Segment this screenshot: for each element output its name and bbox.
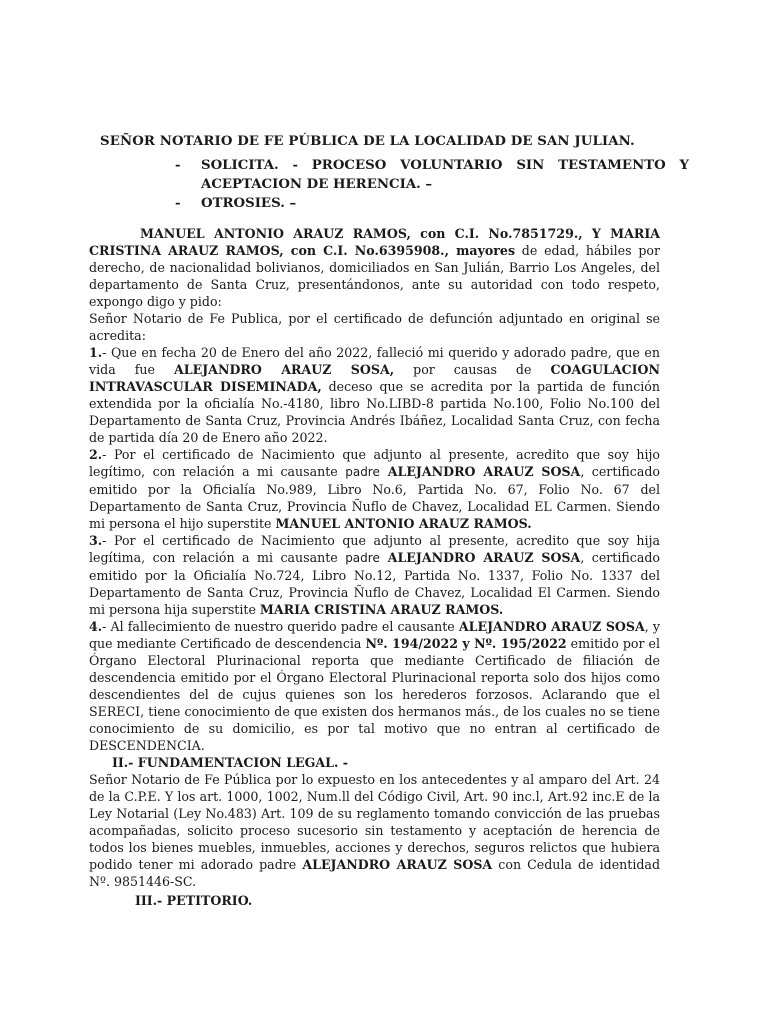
paragraph-text: - Por el certificado de Nacimiento que adjunto al presente, acredito que soy hija legítima, con relación a mi causante — [89, 533, 660, 565]
bullet-text: SOLICITA. - PROCESO VOLUNTARIO SIN TESTAMENTO Y ACEPTACION DE HERENCIA. – — [201, 158, 689, 192]
paragraph-number: 1. — [89, 345, 103, 360]
bullet-dash: - — [175, 158, 181, 173]
paragraph-3 — [89, 532, 660, 618]
paragraph-text: , certificado emitido por la Oficialía No.724, Libro No.12, Partida No. 1337, Folio No. 1337 del Departamento de Santa Cruz, Provincia Ñuflo de Chavez, Localidad El Carmen. Siendo mi persona hija superstite — [89, 550, 661, 617]
paragraph-text: padre — [345, 551, 380, 565]
deceased-name: ALEJANDRO ARAUZ SOSA — [302, 857, 493, 872]
paragraph-text: padre — [345, 465, 380, 479]
paragraph-number: 4. — [89, 619, 103, 634]
paragraph-text: Señor Notario de Fe Pública por lo expuesto en los antecedentes y al amparo del Art. 24 de la C.P.E. Y los art. 1000, 1002, Num.ll del Código Civil, Art. 90 inc.l, Art.92 inc.E de la Ley Notarial (Ley No.483) Art. 109 de su reglamento tomando convicción de las pruebas acompañadas, solicito proceso sucesorio sin testamento y aceptación de herencia de todos los bienes muebles, inmuebles, acciones y derechos, seguros relictos que hubiera podido tener mi adorado padre — [89, 772, 660, 872]
paragraph-number: 2. — [89, 447, 103, 462]
paragraph-text: deceso que se acredita por la partida de función extendida por la oficialía No.-4180, libro No.LIBD-8 partida No.100, Folio No.100 del Departamento de Santa Cruz, Provincia Andrés Ibáñez, Localidad Santa Cruz, con fecha de partida día 20 de Enero año 2022. — [89, 379, 660, 445]
heir-name: MANUEL ANTONIO ARAUZ RAMOS. — [275, 516, 532, 531]
paragraph-number: 3. — [89, 533, 103, 548]
paragraph-text: - Al fallecimiento de nuestro querido padre el causante — [102, 619, 459, 634]
deceased-name: ALEJANDRO ARAUZ SOSA, — [173, 362, 395, 377]
deceased-name: ALEJANDRO ARAUZ SOSA — [379, 464, 581, 479]
bullet-otrosies — [175, 194, 695, 213]
intro-text: de edad, hábiles por derecho, de nacionalidad bolivianos, domiciliados en San Julián, Barrio Los Angeles, del departamento de Santa Cruz, presentándonos, ante su autoridad con todo respeto, expongo digo y pido: — [89, 243, 661, 309]
section-heading-fundamentacion: II.- FUNDAMENTACION LEGAL. - — [112, 755, 349, 770]
paragraph-2 — [89, 446, 660, 532]
acredita-paragraph: Señor Notario de Fe Publica, por el certificado de defunción adjuntado en original se acredita: — [89, 311, 660, 343]
bullet-solicita — [175, 156, 695, 194]
intro-paragraph — [89, 225, 660, 310]
paragraph-text: - Por el certificado de Nacimiento que adjunto al presente, acredito que soy hijo legítimo, con relación a mi causante — [89, 447, 660, 479]
paragraph-fundamentacion — [89, 771, 660, 890]
paragraph-text: , y que mediante Certificado de descendencia — [89, 619, 660, 651]
paragraph-text: con Cedula de identidad Nº. 9851446-SC. — [89, 857, 661, 889]
deceased-name: ALEJANDRO ARAUZ SOSA — [379, 550, 581, 565]
bullet-text: OTROSIES. – — [201, 196, 297, 211]
certificate-numbers: Nº. 194/2022 y Nº. 195/2022 — [365, 636, 567, 651]
paragraph-4 — [89, 618, 660, 754]
deceased-name: ALEJANDRO ARAUZ SOSA — [458, 619, 645, 634]
paragraph-text: emitido por el Órgano Electoral Plurinacional reporta que mediante Certificado de filiación de descendencia emitido por el Órgano Electoral Plurinacional reporta solo dos hijos como descendientes del de cujus quienes son los herederos forzosos. Aclarando que el SERECI, tiene conocimiento de que existen dos hermanos más., de los cuales no se tiene conocimiento de su domicilio, es por tal motivo que no entran al certificado de DESCENDENCIA. — [89, 636, 661, 753]
cause-of-death: COAGULACION INTRAVASCULAR DISEMINADA, — [89, 362, 660, 394]
paragraph-text: , certificado emitido por la Oficialía No.989, Libro No.6, Partida No. 67, Folio No. 67 del Departamento de Santa Cruz, Provincia Ñuflo de Chavez, Localidad EL Carmen. Siendo mi persona el hijo superstite — [89, 464, 661, 531]
petitioners-names: MANUEL ANTONIO ARAUZ RAMOS, con C.I. No.7851729., Y MARIA CRISTINA ARAUZ RAMOS, con C.I. No.6395908., mayores — [89, 226, 660, 258]
section-heading-petitorio: III.- PETITORIO. — [135, 893, 253, 908]
document-body — [89, 225, 660, 909]
paragraph-1 — [89, 344, 660, 446]
paragraph-text: - Que en fecha 20 de Enero del año 2022, falleció mi querido y adorado padre, que en vida fue — [89, 345, 660, 377]
paragraph-text: por causas de — [394, 362, 551, 377]
heir-name: MARIA CRISTINA ARAUZ RAMOS. — [259, 602, 504, 617]
bullet-dash: - — [175, 196, 181, 211]
document-title: SEÑOR NOTARIO DE FE PÚBLICA DE LA LOCALIDAD DE SAN JULIAN. — [100, 134, 635, 149]
